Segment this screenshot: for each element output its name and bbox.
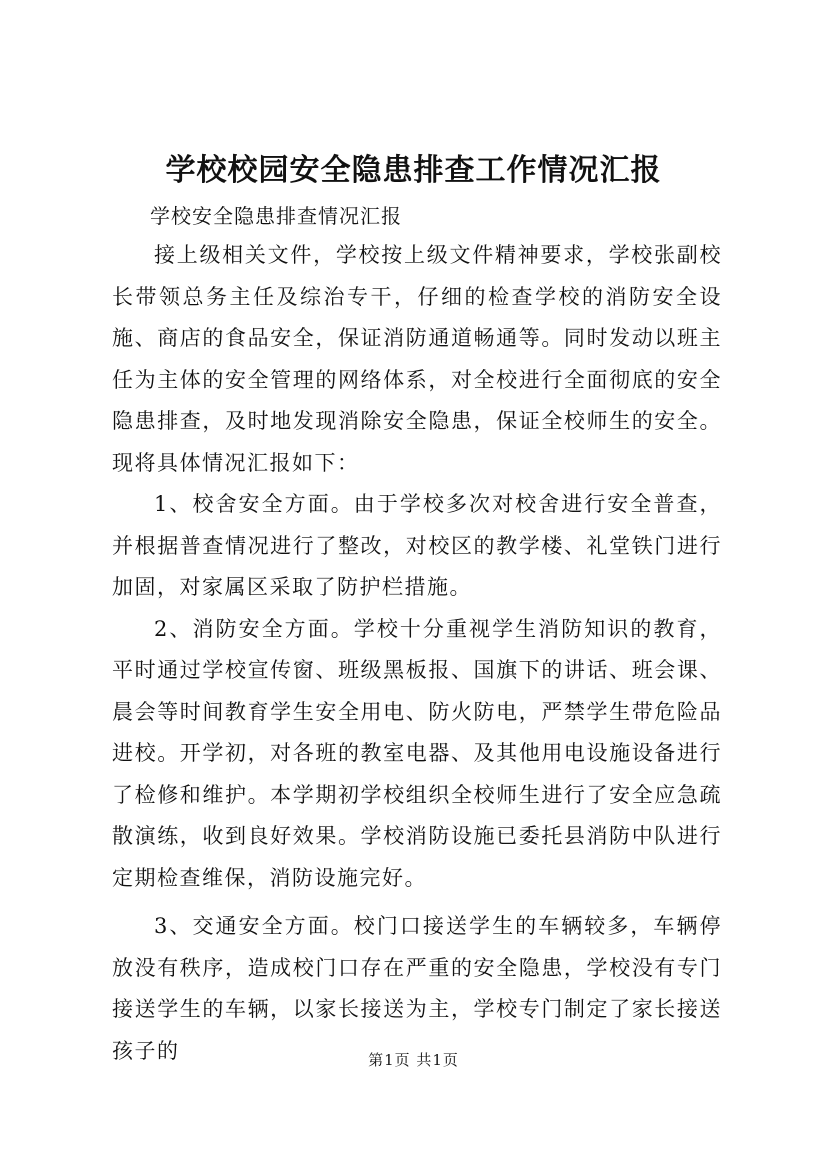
document-title: 学校校园安全隐患排查工作情况汇报 — [165, 153, 662, 188]
page-footer: 第1页 共1页 — [368, 1051, 459, 1069]
paragraph-intro: 接上级相关文件，学校按上级文件精神要求，学校张副校长带领总务主任及综治专干，仔细的检查学校的消防安全设施、商店的食品安全，保证消防通道畅通等。同时发动以班主任为主体的安全管理的网络体系，对全校进行全面彻底的安全隐患排查，及时地发现消除安全隐患，保证全校师生的安全。现将具体情况汇报如下： — [112, 243, 722, 475]
document-body — [112, 235, 722, 1072]
document-subtitle: 学校安全隐患排查情况汇报 — [150, 204, 402, 228]
paragraph-traffic-safety: 3、交通安全方面。校门口接送学生的车辆较多，车辆停放没有秩序，造成校门口存在严重的安全隐患，学校没有专门接送学生的车辆，以家长接送为主，学校专门制定了家长接送孩子的 — [112, 914, 722, 1063]
paragraph-fire-safety: 2、消防安全方面。学校十分重视学生消防知识的教育，平时通过学校宣传窗、班级黑板报、国旗下的讲话、班会课、晨会等时间教育学生安全用电、防火防电，严禁学生带危险品进校。开学初，对各班的教室电器、及其他用电设施设备进行了检修和维护。本学期初学校组织全校师生进行了安全应急疏散演练，收到良好效果。学校消防设施已委托县消防中队进行定期检查维保，消防设施完好。 — [112, 616, 722, 890]
paragraph-building-safety: 1、校舍安全方面。由于学校多次对校舍进行安全普查，并根据普查情况进行了整改，对校区的教学楼、礼堂铁门进行加固，对家属区采取了防护栏措施。 — [112, 492, 722, 599]
